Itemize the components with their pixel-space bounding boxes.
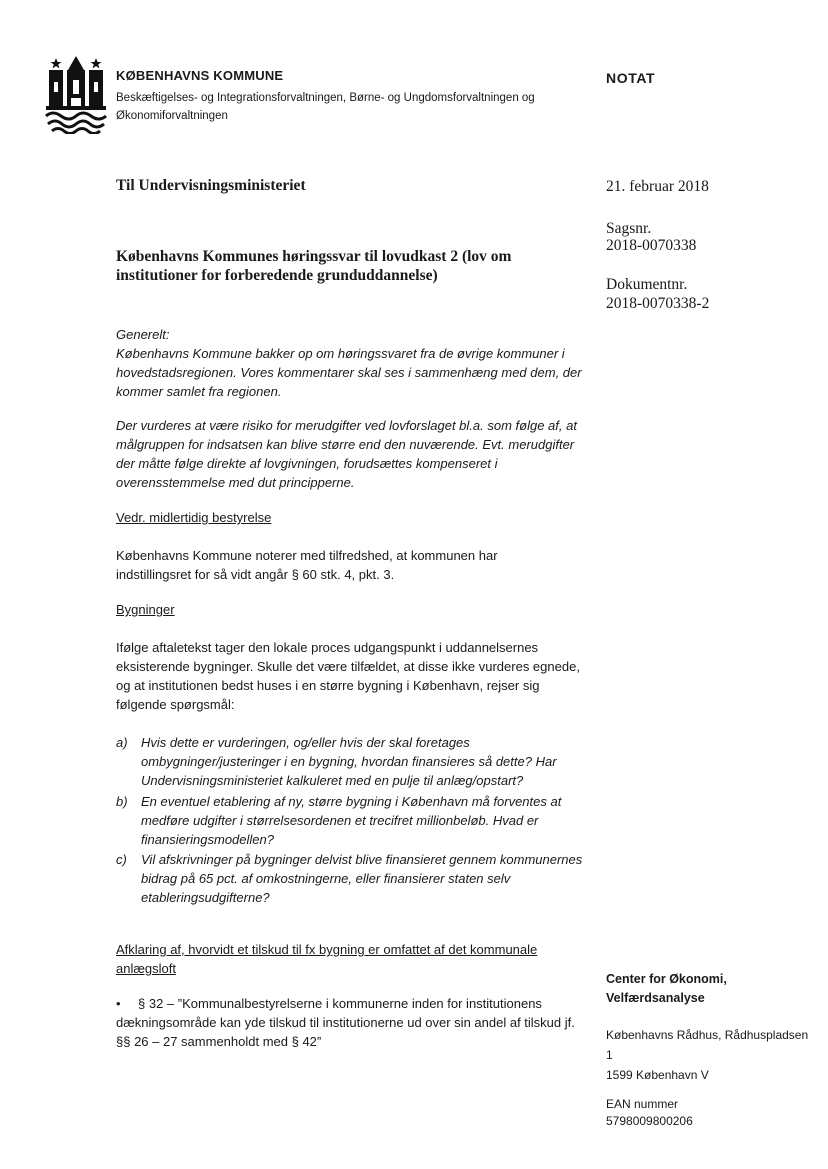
generelt-heading: Generelt: bbox=[116, 327, 170, 342]
address-block bbox=[606, 1025, 816, 1085]
document-date: 21. februar 2018 bbox=[606, 178, 709, 195]
question-text: Vil afskrivninger på bygninger delvist blive finansieret gennem kommunernes bidrag på 65 pct. af omkostningerne, eller finansierer staten selv etableringsudgifterne? bbox=[141, 852, 583, 905]
afklaring-heading: Afklaring af, hvorvidt et tilskud til fx bygning er omfattet af det kommunale anlægsloft bbox=[116, 942, 538, 976]
address-line: 1 bbox=[606, 1048, 613, 1062]
bygninger-paragraph: Ifølge aftaletekst tager den lokale proces udgangspunkt i uddannelsernes eksisterende bygninger. Skulle det være tilfældet, at disse ikke vurderes egnede, og at institutionen bedst huses i en større bygning i København, rejser sig følgende spørgsmål: bbox=[116, 640, 580, 712]
org-name: KØBENHAVNS KOMMUNE bbox=[116, 68, 284, 83]
copenhagen-coat-of-arms-icon bbox=[44, 44, 108, 134]
bullet-icon: • bbox=[116, 996, 121, 1011]
bullet-text: § 32 – ”Kommunalbestyrelserne i kommunerne inden for institutionens dækningsområde kan yde tilskud til institutionerne ud over sin andel af tilskud jf. §§ 26 – 27 sammenholdt med § 42” bbox=[116, 996, 575, 1049]
bestyrelse-paragraph: Københavns Kommune noterer med tilfredshed, at kommunen har indstillingsret for så vidt angår § 60 stk. 4, pkt. 3. bbox=[116, 548, 498, 582]
address-line: 1599 København V bbox=[606, 1068, 709, 1082]
generelt-paragraph: Københavns Kommune bakker op om høringssvaret fra de øvrige kommuner i hovedstadsregionen. Vores kommentarer skal ses i sammenhæng med dem, der kommer samlet fra regionen. bbox=[116, 346, 582, 399]
document-title: Københavns Kommunes høringssvar til lovudkast 2 (lov om institutioner for forberedende grunduddannelse) bbox=[116, 248, 512, 284]
org-subtitle: Beskæftigelses- og Integrationsforvaltningen, Børne- og Ungdomsforvaltningen og Økonomiforvaltningen bbox=[116, 92, 535, 122]
case-number-label: Sagsnr. bbox=[606, 220, 652, 237]
ean-label: EAN nummer bbox=[606, 1097, 679, 1111]
bygninger-heading: Bygninger bbox=[116, 602, 175, 617]
recipient: Til Undervisningsministeriet bbox=[116, 177, 306, 194]
document-type: NOTAT bbox=[606, 70, 656, 86]
question-letter: b) bbox=[116, 794, 128, 809]
bestyrelse-heading: Vedr. midlertidig bestyrelse bbox=[116, 510, 272, 525]
question-letter: c) bbox=[116, 852, 127, 867]
document-number-label: Dokumentnr. bbox=[606, 276, 688, 293]
question-letter: a) bbox=[116, 735, 128, 750]
question-item bbox=[116, 850, 596, 910]
question-text: En eventuel etablering af ny, større bygning i København må forventes at medføre udgifter i størrelsesordenen et trecifret millionbeløb. Hvad er finansieringsmodellen? bbox=[141, 794, 562, 847]
center-name: Center for Økonomi, Velfærdsanalyse bbox=[606, 972, 727, 1005]
case-number-value: 2018-0070338 bbox=[606, 237, 697, 254]
document-number-value: 2018-0070338-2 bbox=[606, 295, 710, 312]
address-line: Københavns Rådhus, Rådhuspladsen bbox=[606, 1028, 809, 1042]
ean-value: 5798009800206 bbox=[606, 1114, 693, 1128]
question-text: Hvis dette er vurderingen, og/eller hvis der skal foretages ombygninger/justeringer i en bygning, hvordan finansieres så dette? Har Undervisningsministeriet kalkuleret med en pulje til anlæg/opstart? bbox=[141, 735, 557, 788]
question-item bbox=[116, 733, 596, 793]
risiko-paragraph: Der vurderes at være risiko for merudgifter ved lovforslaget bl.a. som følge af, at målgruppen for indsatsen kan blive større end den nuværende. Evt. merudgifter der måtte følge direkte af lovgivningen, forudsættes kompenseret i overensstemmelse med dut principperne. bbox=[116, 418, 577, 490]
question-item bbox=[116, 792, 596, 852]
